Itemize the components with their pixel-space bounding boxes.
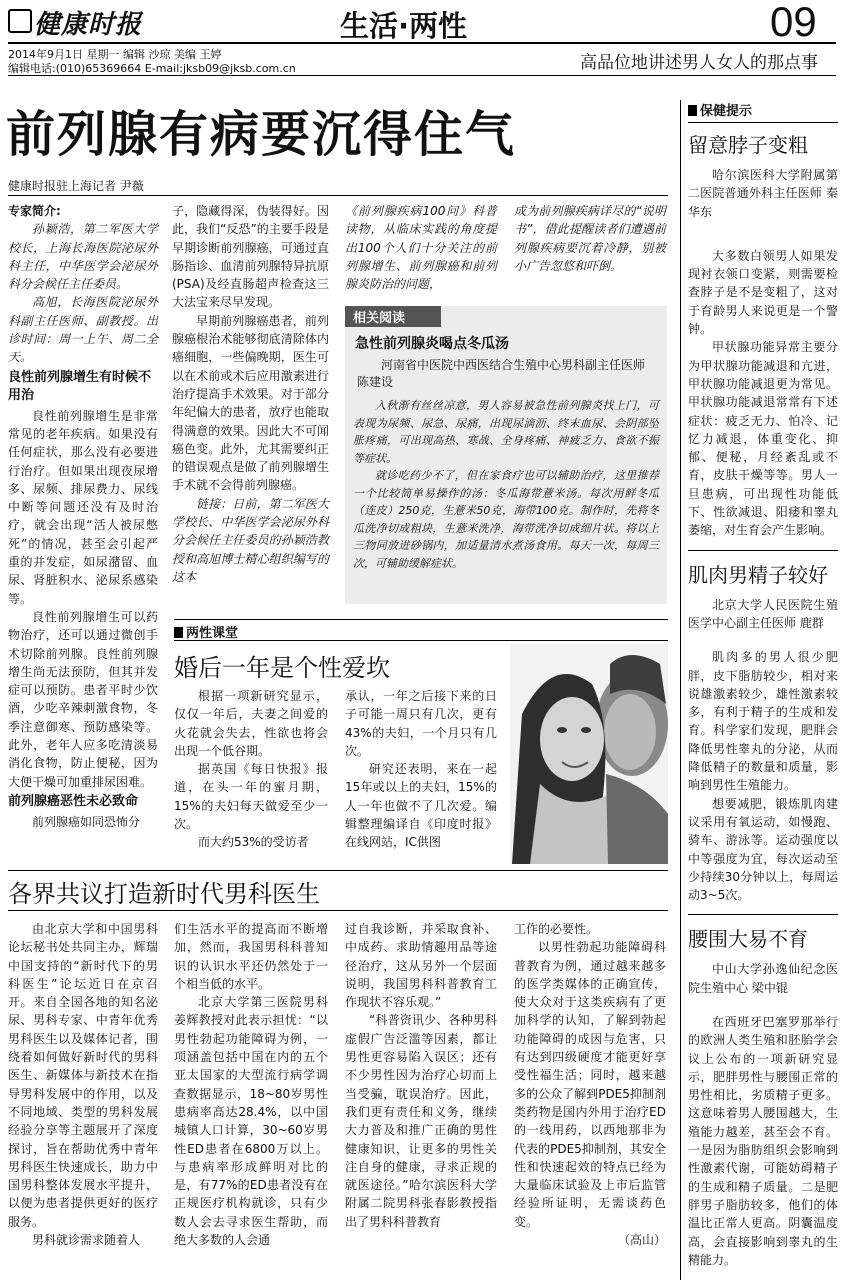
related-paragraph: 就诊吃药少不了，但在家食疗也可以辅助治疗，这里推荐一个比较简单易操作的汤：冬瓜海带薏米汤。每次用鲜冬瓜（连皮）250克，生薏米50克，海带100克。制作时，先将冬瓜洗净切成粗块，生薏米洗净，海带洗净切成细片状。将以上三物同放进砂锅内，加适量清水煮汤食用。每天一次，每周三次，可辅助缓解症状。 <box>353 469 659 570</box>
expert-1: 孙颖浩，第二军医大学校长，上海长海医院泌尿外科主任，中华医学会泌尿外科分会候任主任委员。 <box>8 222 158 292</box>
paragraph: 早期前列腺癌患者，前列腺癌根治术能够彻底清除体内癌细胞，一些偏晚期，医生可以在术前或术后应用激素进行治疗提高手术效果。对于部分年纪偏大的患者，放疗也能取得满意的效果。因此大不可闻癌色变。此外，尤其需要纠正的错误观点是做了前列腺增生手术就不会得前列腺癌。 <box>172 313 329 493</box>
paragraph: 肌肉多的男人很少肥胖，皮下脂肪较少，相对来说雄激素较少，雄性激素较多，有利于精子的生成和发育。科学家们发现，肥胖会降低男性睾丸的分泌，从而降低精子的数量和质量，影响到男性生殖能力。 <box>688 650 838 793</box>
class-bar <box>174 622 238 641</box>
byline: 健康时报驻上海记者 尹薇 <box>8 179 144 193</box>
paragraph: 由北京大学和中国男科论坛秘书处共同主办，辉瑞中国支持的“新时代下的男科医生”论坛近日在京召开。来自全国各地的知名泌尿、男科专家、中青年优秀男科医生以及媒体记者，围绕着如何做好新时代的男科医生、新媒体与新技术在指导男科发展中的作用，以及不同地域、类型的男科发展经验分享等主题展开了深度探讨，旨在帮助优秀中青年男科医生快速成长，助力中国男科整体发展水平提升，以便为患者提供更好的医疗服务。 <box>8 922 158 1229</box>
paragraph: 承认，一年之后接下来的日子可能一周只有几次，更有43%的夫妇，一个月只有几次。 <box>345 689 497 758</box>
paragraph: 甲状腺功能异常主要分为甲状腺功能减退和亢进，甲状腺功能减退更为常见。甲状腺功能减退常常有下述症状：疲乏无力、怕冷、记忆力减退，体重变化、抑郁、便秘，月经紊乱或不育，皮肤干燥等等。男人一旦患病，可出现性功能低下、性欲减退、阳痿和睾丸萎缩，对生育会产生影响。 <box>688 340 838 538</box>
author-credit: （高山） <box>617 1233 666 1248</box>
subheading-1: 良性前列腺增生有时候不用治 <box>8 369 152 403</box>
paragraph: 而大约53%的受访者 <box>198 835 309 850</box>
masthead <box>0 0 844 75</box>
paragraph: 研究还表明，来在一起15年或以上的夫妇，15%的人一年也做不了几次爱。编辑整理编译自《印度时报》在线网站，IC供图 <box>345 762 497 850</box>
related-paragraph: 入秋渐有丝丝凉意，男人容易被急性前列腺炎找上门，可表现为尿频、尿急、尿痛，出现尿滴沥、终末血尿、会阴部坠胀疼痛，可出现高热、寒战、全身疼痛、神疲乏力、食欲不振等症状。 <box>353 399 659 465</box>
paragraph: 前列腺癌如同恐怖分 <box>32 814 141 829</box>
class-col-2 <box>345 687 497 852</box>
masthead-slogan: 高品位地讲述男人女人的那点事 <box>580 53 818 73</box>
bottom-col-2 <box>174 920 328 1249</box>
paragraph: 以男性勃起功能障碍科普教育为例，通过越来越多的医学类媒体的正确宣传，使大众对于这类疾病有了更加科学的认知，了解到勃起功能障碍的成因与危害，只有达到四级硬度才能更好享受性福生活；同时，越来越多的公众了解到PDE5抑制剂类药物是国内外用于治疗ED的一线用药，以西地那非为代表的PDE5抑制剂，其安全性和快速起效的特点已经为大量临床试验及上市后监管经验所证明，无需谈药色变。 <box>514 940 666 1229</box>
sidebar-bar-label: 保健提示 <box>700 104 753 119</box>
paragraph: 根据一项新研究显示，仅仅一年后，夫妻之间爱的火花就会失去，性欲也将会出现一个低谷期。 <box>174 689 328 758</box>
main-col-2 <box>172 202 329 586</box>
paragraph: “科普资讯少、各种男科虚假广告泛滥等因素，都让男性更容易陷入误区；还有不少男性因为治疗心切而上当受骗，耽误治疗。因此，我们更有责任和义务，继续大力普及和推广正确的男性健康知识，让更多的男性关注自身的健康，寻求正规的就医途径。”哈尔滨医科大学附属二院男科张春影教授指出了男科科普教育 <box>345 1013 497 1229</box>
related-byline: 河南省中医院中西医结合生殖中心男科副主任医师 陈建设 <box>357 358 646 389</box>
bottom-col-1 <box>8 920 158 1249</box>
paragraph: 们生活水平的提高而不断增加，然而，我国男科科普知识的认识水平还仍然处于一个相当低的水平。 <box>174 922 328 991</box>
sidebar-author-3: 中山大学孙逸仙纪念医院生殖中心 梁中锟 <box>688 962 838 995</box>
paragraph: 良性前列腺增生是非常常见的老年疾病。如果没有任何症状，那么没有必要进行治疗。但如果出现夜尿增多、尿频、排尿费力、尿线中断等问题还没有及时治疗，就会出现“活人被尿憋死”的情况，甚至会引起严重的并发症，如尿潴留、血尿、肾脏积水、泌尿系感染等。 <box>8 408 158 606</box>
experts-title: 专家简介: <box>8 204 61 218</box>
bottom-headline: 各界共议打造新时代男科医生 <box>8 880 320 908</box>
paragraph: 在西班牙巴塞罗那举行的欧洲人类生殖和胚胎学会议上公布的一项新研究显示，肥胖男性与腰围正常的男性相比，劣质精子更多。这意味着男人腰围越大，生殖能力越差，甚至会不育。一是因为脂肪组织会影响到性激素代谢，可能妨碍精子的生成和精子质量。二是肥胖男子脂肪较多，他们的体温比正常人更高。阴囊温度高，会直接影响到睾丸的生精能力。 <box>688 1014 838 1267</box>
paragraph: 过自我诊断，并采取食补、中成药、求助情趣用品等途径治疗，这从另外一个层面说明，我国男科科普教育工作现状不容乐观。” <box>345 922 497 1010</box>
sidebar-title-1: 留意脖子变粗 <box>688 133 808 157</box>
related-bar: 相关阅读 <box>345 306 441 327</box>
section-title: 生活·两性 <box>340 9 468 43</box>
logo-icon <box>8 9 32 33</box>
class-bar-label: 两性课堂 <box>186 626 239 641</box>
sidebar-author-2: 北京大学人民医院生殖医学中心副主任医师 鹿群 <box>688 597 838 630</box>
couple-photo-art <box>510 644 668 864</box>
masthead-logo: 健康时报 <box>34 10 143 40</box>
main-col-4 <box>514 202 666 275</box>
paragraph: 成为前列腺疾病详尽的“说明书”，借此提醒读者们遭遇前列腺疾病要沉着冷静，别被小广告忽悠和吓倒。 <box>514 204 666 273</box>
paragraph: 工作的必要性。 <box>514 922 599 936</box>
sidebar-bar <box>688 100 838 119</box>
main-headline: 前列腺有病要沉得住气 <box>6 106 517 163</box>
paragraph: 链接：日前，第二军医大学校长、中华医学会泌尿外科分会候任主任委员的孙颖浩教授和高旭博士精心组织编写的这本 <box>172 496 329 584</box>
paragraph: 北京大学第三医院男科姜辉教授对此表示担忧：“以男性勃起功能障碍为例，一项涵盖包括中国在内的五个亚太国家的大型流行病学调查数据显示，18~80岁男性患病率高达28.4%，以中国城镇人口计算，30~60岁男性ED患者在6800万以上。与患病率形成鲜明对比的是，有77%的ED患者没有在正规医疗机构就诊，只有少数人会去寻求医生帮助，而绝大多数的人会通 <box>174 995 328 1248</box>
sidebar-author-1: 哈尔滨医科大学附属第二医院普通外科主任医师 秦华东 <box>688 168 838 219</box>
paragraph: 男科就诊需求随着人 <box>32 1233 141 1248</box>
related-box <box>345 306 667 604</box>
bottom-col-3 <box>345 920 497 1231</box>
masthead-meta-contact: 编辑电话:(010)65369664 E-mail:jksb09@jksb.com.cn <box>8 62 296 75</box>
paragraph: 据英国《每日快报》报道，在头一年的蜜月期，15%的夫妇每天做爱至少一次。 <box>174 762 328 832</box>
paragraph: 子，隐藏得深，伪装得好。因此，我们“反恐”的主要手段是早期诊断前列腺癌，可通过直肠指诊、血清前列腺特异抗原(PSA)及经直肠超声检查这三大法宝来尽早发现。 <box>172 204 329 310</box>
bottom-col-4 <box>514 920 666 1249</box>
paragraph: 想要减肥，锻炼肌肉建议采用有氧运动，如慢跑、骑车、游泳等。运动强度以中等强度为宜，每次运动至少持续30分钟以上，每周运动3~5次。 <box>688 796 838 903</box>
main-col-3 <box>345 202 497 293</box>
page-number: 09 <box>770 0 817 45</box>
subheading-2: 前列腺癌恶性未必致命 <box>8 793 139 809</box>
sidebar-title-3: 腰围大易不育 <box>688 927 808 952</box>
class-col-1 <box>174 687 328 852</box>
sidebar-title-2: 肌肉男精子较好 <box>688 562 828 587</box>
masthead-meta-date: 2014年9月1日 星期一 编辑 沙琼 美编 王婷 <box>8 48 222 61</box>
related-title: 急性前列腺炎喝点冬瓜汤 <box>355 336 509 352</box>
class-headline: 婚后一年是个性爱坎 <box>174 654 390 682</box>
couple-photo <box>510 644 668 864</box>
main-col-1 <box>8 202 158 831</box>
expert-2: 高旭，长海医院泌尿外科副主任医师、副教授。出诊时间：周一上午、周二全天。 <box>8 295 158 365</box>
paragraph: 良性前列腺增生可以药物治疗，还可以通过微创手术切除前列腺。良性前列腺增生尚无法预防，但其并发症可以预防。患者平时少饮酒，少吃辛辣刺激食物，冬季注意御寒、预防感染等。此外，老年人应多吃清淡易消化食物，防止便秘，因为大便干燥可加重排尿困难。 <box>8 609 158 789</box>
paragraph: 大多数白领男人如果发现衬衣领口变紧，则需要检查脖子是不是变粗了，这对于育龄男人来说更是一个警钟。 <box>688 248 838 337</box>
sidebar <box>688 100 838 1269</box>
paragraph: 《前列腺疾病100问》科普读物，从临床实践的角度提出100个人们十分关注的前列腺增生、前列腺癌和前列腺炎防治的问题， <box>345 204 497 292</box>
